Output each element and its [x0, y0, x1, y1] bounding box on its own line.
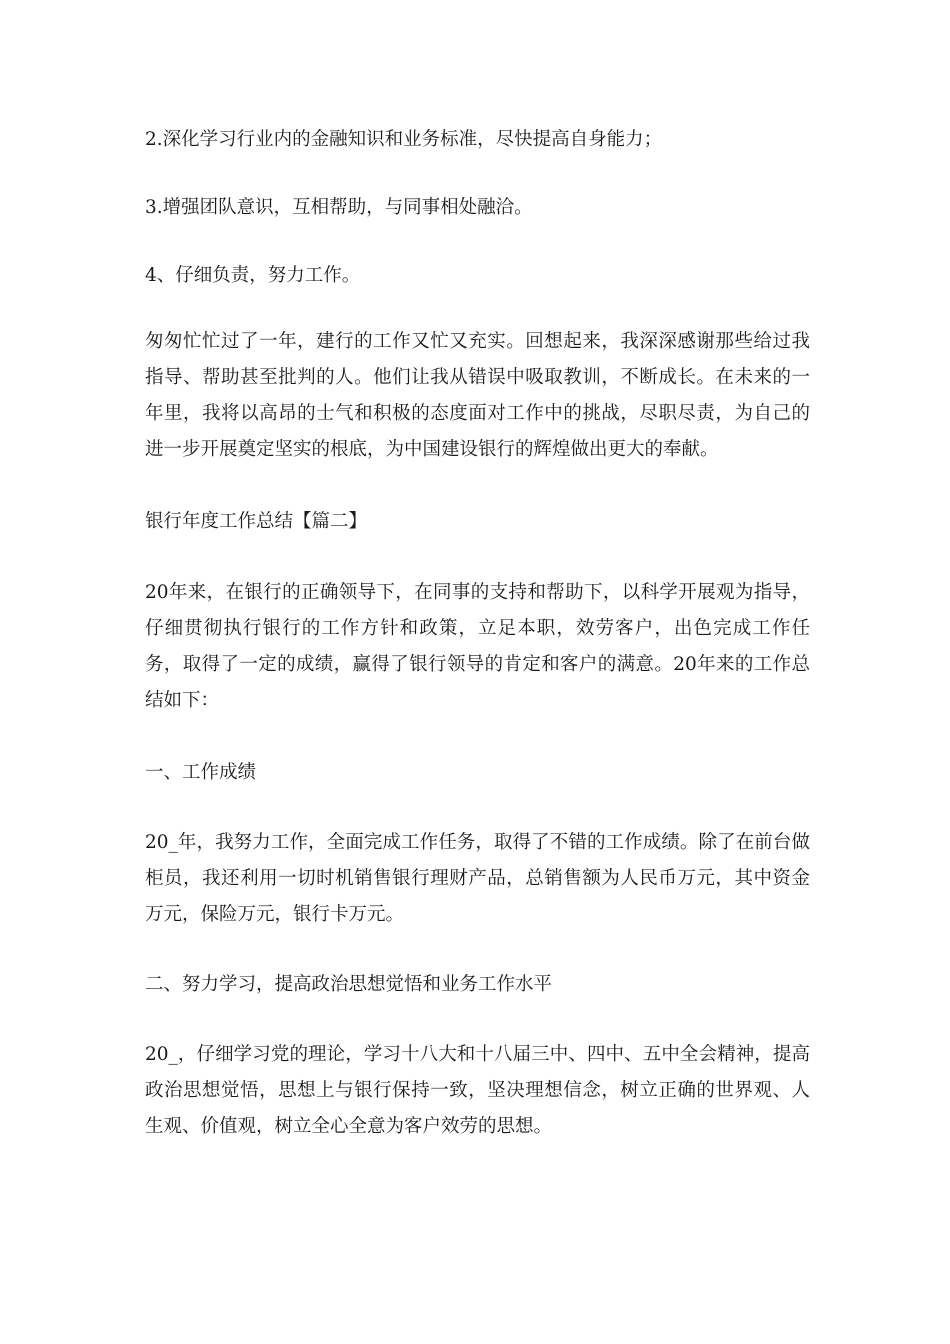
list-item-2: 2.深化学习行业内的金融知识和业务标准，尽快提高自身能力； — [145, 129, 663, 150]
intro-paragraph: 20年来，在银行的正确领导下，在同事的支持和帮助下，以科学开展观为指导，仔细贯彻执行银行的工作方针和政策，立足本职，效劳客户，出色完成工作任务，取得了一定的成绩，赢得了银行领导的肯定和客户的满意。20年来的工作总结如下： — [145, 582, 810, 711]
subheading-work-results: 一、工作成绩 — [145, 762, 257, 783]
work-results-paragraph: 20_年，我努力工作，全面完成工作任务，取得了不错的工作成绩。除了在前台做柜员，我还利用一切时机销售银行理财产品，总销售额为人民币万元，其中资金万元，保险万元，银行卡万元。 — [145, 832, 810, 925]
list-item-3: 3.增强团队意识，互相帮助，与同事相处融洽。 — [145, 197, 533, 218]
list-item-4: 4、仔细负责，努力工作。 — [145, 265, 361, 286]
subheading-study: 二、努力学习，提高政治思想觉悟和业务工作水平 — [145, 974, 553, 995]
closing-paragraph: 匆匆忙忙过了一年，建行的工作又忙又充实。回想起来，我深深感谢那些给过我指导、帮助甚至批判的人。他们让我从错误中吸取教训，不断成长。在未来的一年里，我将以高昂的士气和积极的态度面对工作中的挑战，尽职尽责，为自己的进一步开展奠定坚实的根底，为中国建设银行的辉煌做出更大的奉献。 — [145, 331, 810, 460]
section-heading-part-two: 银行年度工作总结【篇二】 — [145, 511, 368, 532]
study-paragraph: 20_，仔细学习党的理论，学习十八大和十八届三中、四中、五中全会精神，提高政治思想觉悟，思想上与银行保持一致，坚决理想信念，树立正确的世界观、人生观、价值观，树立全心全意为客户效劳的思想。 — [145, 1044, 810, 1137]
